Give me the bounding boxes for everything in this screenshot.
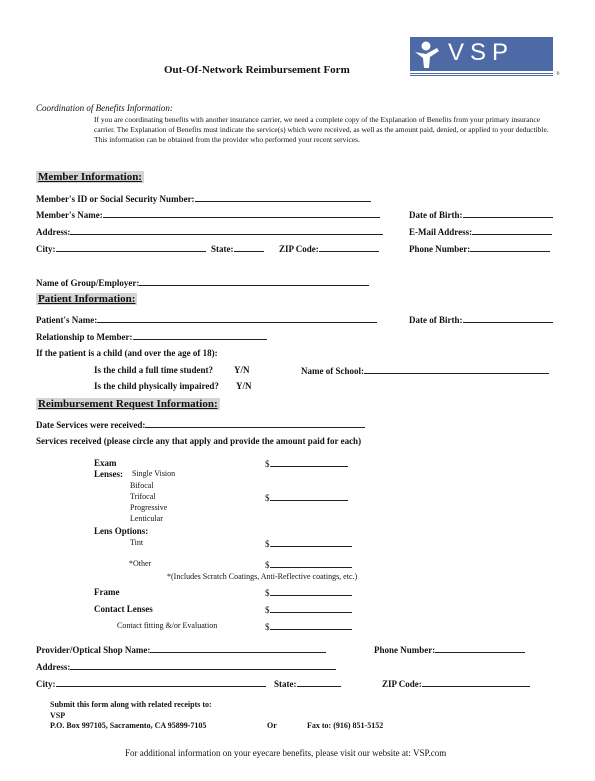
date-services-field[interactable] [145, 419, 365, 428]
member-name-row [36, 209, 380, 220]
member-phone-field[interactable] [470, 243, 550, 252]
lenses-dollar: $ [265, 493, 270, 503]
frame-label: Frame [94, 587, 120, 597]
coordination-heading: Coordination of Benefits Information: [36, 103, 173, 113]
provider-city-label: City: [36, 679, 56, 689]
member-address-field[interactable] [70, 226, 383, 235]
provider-phone-field[interactable] [435, 644, 525, 653]
patient-name-row [36, 314, 377, 325]
patient-name-field[interactable] [97, 314, 377, 323]
school-row [301, 365, 549, 376]
vsp-logo [410, 37, 560, 77]
provider-city-row [36, 678, 266, 689]
member-dob-label: Date of Birth: [409, 210, 463, 220]
tint-amount-field[interactable] [270, 538, 352, 547]
tint-amount-row [265, 538, 352, 549]
member-id-field[interactable] [195, 193, 371, 202]
child-label: If the patient is a child (and over the age of 18): [36, 348, 218, 358]
member-city-field[interactable] [56, 243, 206, 252]
provider-state-label: State: [274, 679, 297, 689]
tint-option[interactable]: Tint [130, 538, 144, 547]
provider-state-field[interactable] [297, 678, 341, 687]
school-label: Name of School: [301, 366, 364, 376]
page-title: Out-Of-Network Reimbursement Form [164, 64, 350, 76]
reimbursement-section-heading: Reimbursement Request Information: [38, 398, 218, 410]
member-phone-row [409, 243, 550, 254]
contact-lenses-amount-field[interactable] [270, 604, 352, 613]
member-id-row [36, 193, 371, 204]
contact-fitting-label: Contact fitting &/or Evaluation [117, 621, 218, 630]
provider-address-row [36, 661, 336, 672]
bifocal-option[interactable]: Bifocal [130, 481, 154, 490]
member-phone-label: Phone Number: [409, 244, 471, 254]
member-city-label: City: [36, 244, 56, 254]
provider-address-label: Address: [36, 662, 71, 672]
submit-address: P.O. Box 997105, Sacramento, CA 95899-7105 [50, 721, 207, 730]
provider-name-label: Provider/Optical Shop Name: [36, 645, 151, 655]
lenses-label: Lenses: [94, 469, 123, 479]
logo-text: VSP [448, 39, 515, 66]
submit-instructions: Submit this form along with related receipts to: [50, 700, 212, 709]
frame-dollar: $ [265, 588, 270, 598]
coordination-body: If you are coordinating benefits with another insurance carrier, we need a complete copy of the Explanation of Benefits from your primary insurance carrier. The Explanation of Benefits must indicate the service(s) which were received, as well as the amount paid, denied, or applied to your deductible. This information can be obtained from the provider who performed your recent services. [94, 115, 549, 144]
submit-vsp: VSP [50, 711, 66, 720]
member-section-heading: Member Information: [38, 171, 142, 183]
member-email-label: E-Mail Address: [409, 227, 473, 237]
footer-text: For additional information on your eyecare benefits, please visit our website at: VSP.com [125, 748, 447, 758]
tint-dollar: $ [265, 539, 270, 549]
relationship-field[interactable] [133, 331, 267, 340]
other-option[interactable]: *Other [129, 559, 152, 568]
contact-fitting-amount-field[interactable] [270, 621, 352, 630]
provider-state-row [274, 678, 341, 689]
provider-name-row [36, 644, 326, 655]
exam-amount-field[interactable] [270, 458, 348, 467]
member-group-row [36, 277, 369, 288]
contact-fitting-dollar: $ [265, 622, 270, 632]
member-email-field[interactable] [472, 226, 552, 235]
trifocal-option[interactable]: Trifocal [130, 492, 156, 501]
member-city-row [36, 243, 206, 254]
contact-fitting-amount-row [265, 621, 352, 632]
frame-amount-row [265, 587, 352, 598]
impaired-yn[interactable]: Y/N [236, 381, 252, 391]
lenticular-option[interactable]: Lenticular [130, 514, 163, 523]
member-zip-row [279, 243, 379, 254]
exam-label: Exam [94, 458, 117, 468]
single-vision-option[interactable]: Single Vision [132, 469, 176, 478]
exam-dollar: $ [265, 459, 270, 469]
provider-zip-field[interactable] [422, 678, 530, 687]
member-state-field[interactable] [234, 243, 264, 252]
contact-lenses-amount-row [265, 604, 352, 615]
services-label: Services received (please circle any that apply and provide the amount paid for each) [36, 436, 362, 446]
submit-or: Or [267, 721, 277, 730]
provider-phone-label: Phone Number: [374, 645, 436, 655]
progressive-option[interactable]: Progressive [130, 503, 168, 512]
other-amount-field[interactable] [270, 559, 352, 568]
provider-address-field[interactable] [70, 661, 336, 670]
patient-dob-row [409, 314, 553, 325]
member-name-label: Member's Name: [36, 210, 103, 220]
member-group-label: Name of Group/Employer: [36, 278, 140, 288]
other-note: *(Includes Scratch Coatings, Anti-Reflective coatings, etc.) [167, 572, 358, 581]
member-id-label: Member's ID or Social Security Number: [36, 194, 195, 204]
registered-mark: ® [556, 72, 560, 77]
contact-lenses-label: Contact Lenses [94, 604, 153, 614]
member-address-label: Address: [36, 227, 71, 237]
provider-zip-label: ZIP Code: [382, 679, 422, 689]
patient-name-label: Patient's Name: [36, 315, 98, 325]
provider-name-field[interactable] [150, 644, 326, 653]
provider-zip-row [382, 678, 530, 689]
date-services-label: Date Services were received: [36, 420, 146, 430]
exam-amount-row [265, 458, 348, 469]
impaired-question: Is the child physically impaired? [94, 381, 219, 391]
member-zip-field[interactable] [319, 243, 379, 252]
other-amount-row [265, 559, 352, 570]
lenses-amount-row [265, 492, 348, 503]
relationship-label: Relationship to Member: [36, 332, 133, 342]
student-yn[interactable]: Y/N [234, 365, 250, 375]
other-dollar: $ [265, 560, 270, 570]
date-services-row [36, 419, 365, 430]
lenses-amount-field[interactable] [270, 492, 348, 501]
member-name-field[interactable] [103, 209, 380, 218]
provider-city-field[interactable] [56, 678, 266, 687]
submit-fax: Fax to: (916) 851-5152 [307, 721, 384, 730]
student-question: Is the child a full time student? [94, 365, 214, 375]
frame-amount-field[interactable] [270, 587, 352, 596]
contact-lenses-dollar: $ [265, 605, 270, 615]
member-address-row [36, 226, 383, 237]
member-email-row [409, 226, 552, 237]
person-figure-icon [413, 39, 445, 69]
provider-phone-row [374, 644, 525, 655]
relationship-row [36, 331, 267, 342]
member-state-row [211, 243, 264, 254]
patient-dob-field[interactable] [463, 314, 553, 323]
patient-dob-label: Date of Birth: [409, 315, 463, 325]
school-field[interactable] [364, 365, 549, 374]
lens-options-label: Lens Options: [94, 526, 149, 536]
member-state-label: State: [211, 244, 234, 254]
member-zip-label: ZIP Code: [279, 244, 319, 254]
patient-section-heading: Patient Information: [38, 293, 136, 305]
member-dob-field[interactable] [463, 209, 553, 218]
member-group-field[interactable] [139, 277, 369, 286]
member-dob-row [409, 209, 553, 220]
